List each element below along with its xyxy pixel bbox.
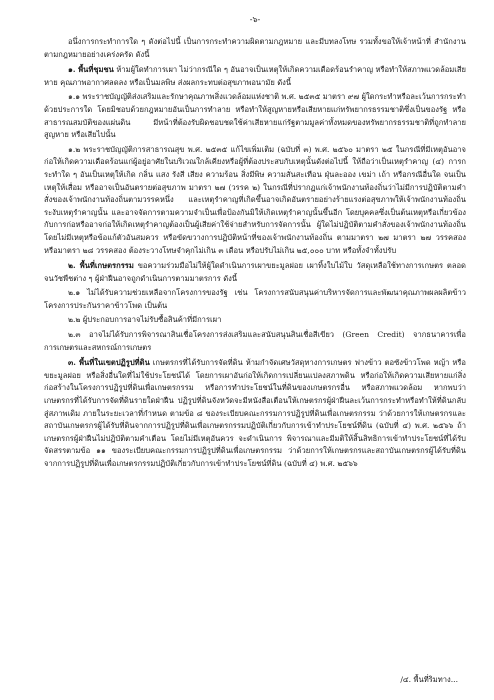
subsection-buyer-refusal	[44, 314, 466, 327]
paragraph-text: อนึ่งการกระทำการใด ๆ ดังต่อไปนี้ เป็นการกระทำความผิดตามกฎหมาย และมีบทลงโทษ รวมทั้งขอให้เจ้าหน้าที่ สำนักงานตามกฎหมายอย่างเคร่งครัด ดังนี้	[44, 37, 466, 59]
section-heading: ๒. พื้นที่เกษตรกรรม	[68, 261, 134, 271]
intro-paragraph	[44, 36, 466, 61]
section-community-area	[44, 64, 466, 89]
subsection-environment-act	[44, 91, 466, 141]
paragraph-text: ๒.๑ ไม่ได้รับความช่วยเหลือจากโครงการของรัฐ เช่น โครงการสนับสนุนค่าบริหารจัดการและพัฒนาคุณภาพผลผลิตข้าว โครงการประกันราคาข้าวโพด เป็นต้น	[44, 288, 466, 310]
section-agricultural-area	[44, 260, 466, 285]
page-continuation-marker: /๔. พื้นที่ริมทาง...	[400, 675, 458, 684]
subsection-public-health-act	[44, 144, 466, 257]
paragraph-text: ๑.๒ พระราชบัญญัติการสาธารณสุข พ.ศ. ๒๕๓๕ แก้ไขเพิ่มเติม (ฉบับที่ ๓) พ.ศ. ๒๕๖๐ มาตรา ๒๕ ในกรณีที่มีเหตุอันอาจก่อให้เกิดความเดือดร้อนแก่ผู้อยู่อาศัยในบริเวณใกล้เคียงหรือผู้ที่ต้องประสบกับเหตุนั้นดังต่อไปนี้ ให้ถือว่าเป็นเหตุรำคาญ (๔) การกระทำใด ๆ อันเป็นเหตุให้เกิด กลิ่น แสง รังสี เสียง ความร้อน สิ่งมีพิษ ความสั่นสะเทือน ฝุ่นละออง เขม่า เถ้า หรือกรณีอื่นใด จนเป็นเหตุให้เสื่อม หรืออาจเป็นอันตรายต่อสุขภาพ มาตรา ๒๗ (วรรค ๒) ในกรณีที่ปรากฏแก่เจ้าพนักงานท้องถิ่นว่าไม่มีการปฏิบัติตามคำสั่งของเจ้าพนักงานท้องถิ่นตามวรรคหนึ่ง และเหตุรำคาญที่เกิดขึ้นอาจเกิดอันตรายอย่างร้ายแรงต่อสุขภาพให้เจ้าพนักงานท้องถิ่นระงับเหตุรำคาญนั้น และอาจจัดการตามความจำเป็นเพื่อป้องกันมิให้เกิดเหตุรำคาญนั้นขึ้นอีก โดยบุคคลซึ่งเป็นต้นเหตุหรือเกี่ยวข้องกับการก่อหรืออาจก่อให้เกิดเหตุรำคาญต้องเป็นผู้เสียค่าใช้จ่ายสำหรับการจัดการนั้น ผู้ใดไม่ปฏิบัติตามคำสั่งของเจ้าพนักงานท้องถิ่นโดยไม่มีเหตุหรือข้อแก้ตัวอันสมควร หรือขัดขวางการปฏิบัติหน้าที่ของเจ้าพนักงานท้องถิ่น ตามมาตรา ๒๗ มาตรา ๒๗ วรรคสอง หรือมาตรา ๒๘ วรรคสอง ต้องระวางโทษจำคุกไม่เกิน ๓ เดือน หรือปรับไม่เกิน ๒๕,๐๐๐ บาท หรือทั้งจำทั้งปรับ	[44, 144, 466, 255]
page-number: -๖-	[249, 15, 261, 24]
paragraph-text: ๒.๓ อาจไม่ได้รับการพิจารณาสินเชื่อโครงการส่งเสริมและสนับสนุนสินเชื่อสีเขียว (Green Credit) จากธนาคารเพื่อการเกษตรและสหกรณ์การเกษตร	[44, 330, 466, 352]
section-heading: ๓. พื้นที่ในเขตปฏิรูปที่ดิน	[68, 358, 150, 368]
subsection-green-credit	[44, 329, 466, 354]
paragraph-text: ๑.๑ พระราชบัญญัติส่งเสริมและรักษาคุณภาพสิ่งแวดล้อมแห่งชาติ พ.ศ. ๒๕๓๕ มาตรา ๙๗ ผู้ใดกระทำหรือละเว้นการกระทำด้วยประการใด โดยมิชอบด้วยกฎหมายอันเป็นการทำลาย หรือทำให้สูญหายหรือเสียหายแก่ทรัพยากรธรรมชาติซึ่งเป็นของรัฐ หรือสาธารณสมบัติของแผ่นดิน มีหน้าที่ต้องรับผิดชอบชดใช้ค่าเสียหายแก่รัฐตามมูลค่าทั้งหมดของทรัพยากรธรรมชาติที่ถูกทำลาย สูญหาย หรือเสียไปนั้น	[44, 92, 466, 140]
paragraph-text: ห้ามผู้ใดทำการเผา ไม่ว่ากรณีใด ๆ อันอาจเป็นเหตุให้เกิดความเดือดร้อนรำคาญ หรือทำให้สภาพแวดล้อมเสียหาย คุณภาพอากาศลดลง หรือเป็นมลพิษ ส่งผลกระทบต่อสุขภาพอนามัย ดังนี้	[44, 65, 466, 87]
paragraph-text: ขอความร่วมมือไม่ให้ผู้ใดดำเนินการเผาขยะมูลฝอย เผาทิ้งใบไม้ใบ วัสดุเหลือใช้ทางการเกษตร ตลอดจนวัชพืชต่าง ๆ ผู้ฝ่าฝืนอาจถูกดำเนินการตามมาตรการ ดังนี้	[44, 261, 466, 283]
section-land-reform-area	[44, 357, 466, 470]
paragraph-text: เกษตรกรที่ได้รับการจัดที่ดิน ห้ามกำจัดเศษวัสดุทางการเกษตร ฟางข้าว ตอซังข้าวโพด หญ้า หรือขยะมูลฝอย หรือสิ่งอื่นใดที่ไม่ใช้ประโยชน์ได้ โดยการเผาอันก่อให้เกิดการเปลี่ยนแปลงสภาพดิน หรือก่อให้เกิดความเสียหายแก่สิ่งก่อสร้างในโครงการปฏิรูปที่ดินเพื่อเกษตรกรรม หรือการทำประโยชน์ในที่ดินของเกษตรกรอื่น หรือสภาพแวดล้อม หากพบว่าเกษตรกรที่ได้รับการจัดที่ดินรายใดฝ่าฝืน ปฏิรูปที่ดินจังหวัดจะมีหนังสือเตือนให้เกษตรกรผู้ฝ่าฝืนละเว้นการกระทำหรือทำให้ที่ดินกลับสู่สภาพเดิม ภายในระยะเวลาที่กำหนด ตามข้อ ๘ ของระเบียบคณะกรรมการปฏิรูปที่ดินเพื่อเกษตรกรรม ว่าด้วยการให้เกษตรกรและสถาบันเกษตรกรผู้ได้รับที่ดินจากการปฏิรูปที่ดินเพื่อเกษตรกรรมปฏิบัติเกี่ยวกับการเข้าทำประโยชน์ที่ดิน (ฉบับที่ ๔) พ.ศ. ๒๕๖๖ ถ้าเกษตรกรผู้ฝ่าฝืนไม่ปฏิบัติตามคำเตือน โดยไม่มีเหตุอันควร จะดำเนินการ พิจารณาและมีมติให้สิ้นสิทธิการเข้าทำประโยชน์ที่ได้รับจัดสรรตามข้อ ๑๑ ของระเบียบคณะกรรมการปฏิรูปที่ดินเพื่อเกษตรกรรม ว่าด้วยการให้เกษตรกรและสถาบันเกษตรกรผู้ได้รับที่ดินจากการปฏิรูปที่ดินเพื่อเกษตรกรรมปฏิบัติเกี่ยวกับการเข้าทำประโยชน์ที่ดิน (ฉบับที่ ๔) พ.ศ. ๒๕๖๖	[44, 358, 466, 468]
document-body	[44, 36, 466, 471]
paragraph-text: ๒.๒ ผู้ประกอบการอาจไม่รับซื้อสินค้าที่มีการเผา	[68, 315, 222, 325]
subsection-state-assistance	[44, 287, 466, 312]
section-heading: ๑. พื้นที่ชุมชน	[68, 65, 114, 75]
